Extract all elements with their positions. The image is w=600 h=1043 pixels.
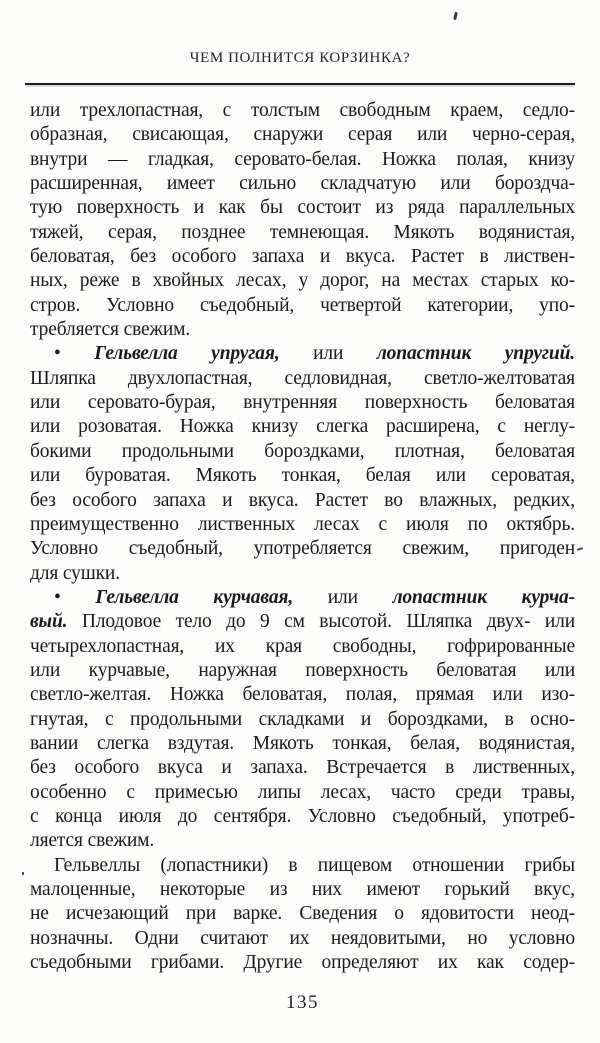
running-header: ЧЕМ ПОЛНИТСЯ КОРЗИНКА? [189, 50, 411, 66]
text-line [30, 196, 575, 220]
text-line [30, 683, 575, 707]
body-text: Плодовое тело до 9 см высотой. Шляпка двух- или [67, 611, 575, 633]
body-text: беловатая, без особого запаха и вкуса. Растет в листвен- [30, 246, 575, 268]
text-line [30, 829, 575, 853]
text-line [30, 318, 575, 342]
body-text: не исчезающий при варке. Сведения о ядовитости неод- [30, 903, 575, 925]
body-text: или курчавые, наружная поверхность беловатая или [30, 659, 575, 681]
body-text: тую поверхность и как бы состоит из ряда параллельных [30, 197, 575, 219]
text-line [30, 756, 575, 780]
body-text: внутри — гладкая, серовато-белая. Ножка полая, книзу [30, 148, 575, 170]
body-text: требляется свежим. [30, 319, 191, 341]
text-line [30, 245, 575, 269]
species-name: Гельвелла упругая, [94, 343, 280, 365]
body-text: съедобными грибами. Другие определяют их как содер- [30, 952, 575, 974]
body-text: ных, реже в хвойных лесах, у дорог, на местах старых ко- [30, 270, 575, 292]
body-text: с конца июля до сентября. Условно съедобный, употреб- [30, 805, 575, 827]
paragraph [30, 854, 575, 976]
scan-speck-icon [22, 872, 24, 875]
text-line [30, 367, 575, 391]
text-line [30, 269, 575, 293]
text-line [30, 415, 575, 439]
body-text: ляется свежим. [30, 830, 155, 852]
text-line [30, 708, 575, 732]
species-name: Гельвелла курчавая, [95, 586, 294, 608]
body-text: • [54, 343, 95, 365]
text-line [30, 513, 575, 537]
paragraph [30, 342, 575, 585]
body-text: или буроватая. Мякоть тонкая, белая или сероватая, [30, 465, 575, 487]
body-text: или [279, 343, 377, 365]
body-text: нозначны. Одни считают их неядовитыми, но условно [30, 927, 575, 949]
text-line [30, 221, 575, 245]
text-line [30, 123, 575, 147]
text-line [30, 342, 575, 366]
text-line [30, 586, 575, 610]
species-name: вый. [30, 611, 68, 633]
text-line [30, 659, 575, 683]
text-line [30, 537, 575, 561]
body-text: Шляпка двухлопастная, седловидная, светло-желтоватая [30, 367, 575, 389]
text-line [30, 951, 575, 975]
species-name: лопастник упругий. [376, 343, 575, 365]
text-line [30, 902, 575, 926]
body-text: или серовато-бурая, внутренняя поверхность беловатая [30, 392, 575, 414]
body-text: бокими продольными бороздками, плотная, беловатая [30, 440, 575, 462]
scan-speck-icon [577, 547, 583, 551]
body-text: без особого вкуса и запаха. Встречается в лиственных, [30, 757, 575, 779]
body-text: тяжей, серая, позднее темнеющая. Мякоть водянистая, [30, 221, 575, 243]
body-text: малоценные, некоторые из них имеют горький вкус, [30, 879, 575, 900]
text-line [30, 148, 575, 172]
body-text: гнутая, с продольными складками и бороздками, в осно- [30, 708, 575, 730]
body-text: или [293, 586, 393, 608]
header-rule [25, 83, 575, 85]
body-text: образная, свисающая, снаружи серая или черно-серая, [30, 124, 575, 146]
text-line [30, 732, 575, 756]
species-name: лопастник курча- [392, 586, 575, 608]
body-text: или трехлопастная, с толстым свободным краем, седло- [30, 100, 575, 121]
text-line [30, 489, 575, 513]
text-line [30, 99, 575, 123]
text-line [30, 562, 575, 586]
body-text: стров. Условно съедобный, четвертой категории, упо- [30, 294, 575, 316]
text-line [30, 927, 575, 951]
body-text: или розоватая. Ножка книзу слегка расширена, с неглу- [30, 416, 575, 438]
body-text: особенно с примесью липы лесах, часто среди травы, [30, 781, 575, 803]
body-text: расширенная, имеет сильно складчатую или бороздча- [30, 173, 575, 195]
body-text: без особого запаха и вкуса. Растет во влажных, редких, [30, 489, 575, 511]
text-line [30, 391, 575, 415]
text-line [30, 635, 575, 659]
text-line [30, 805, 575, 829]
text-line [30, 294, 575, 318]
body-text: четырехлопастная, их края свободны, гофрированные [30, 635, 575, 657]
body-text: вании слегка вздутая. Мякоть тонкая, белая, водянистая, [30, 732, 575, 754]
text-line [30, 854, 575, 878]
text-line [30, 440, 575, 464]
text-line [30, 610, 575, 634]
body-text: • [54, 586, 96, 608]
text-block [30, 99, 575, 975]
page-number: 135 [286, 992, 319, 1013]
text-line [30, 878, 575, 902]
body-text: Гельвеллы (лопастники) в пищевом отношении грибы [54, 854, 575, 876]
body-text: для сушки. [30, 562, 120, 584]
text-line [30, 464, 575, 488]
body-text: преимущественно лиственных лесах с июля по октябрь. [30, 513, 575, 535]
body-text: светло-желтая. Ножка беловатая, полая, прямая или изо- [30, 684, 575, 706]
body-text: Условно съедобный, употребляется свежим, пригоден [30, 538, 575, 560]
paragraph [30, 586, 575, 854]
text-line [30, 172, 575, 196]
text-line [30, 781, 575, 805]
paragraph [30, 99, 575, 342]
